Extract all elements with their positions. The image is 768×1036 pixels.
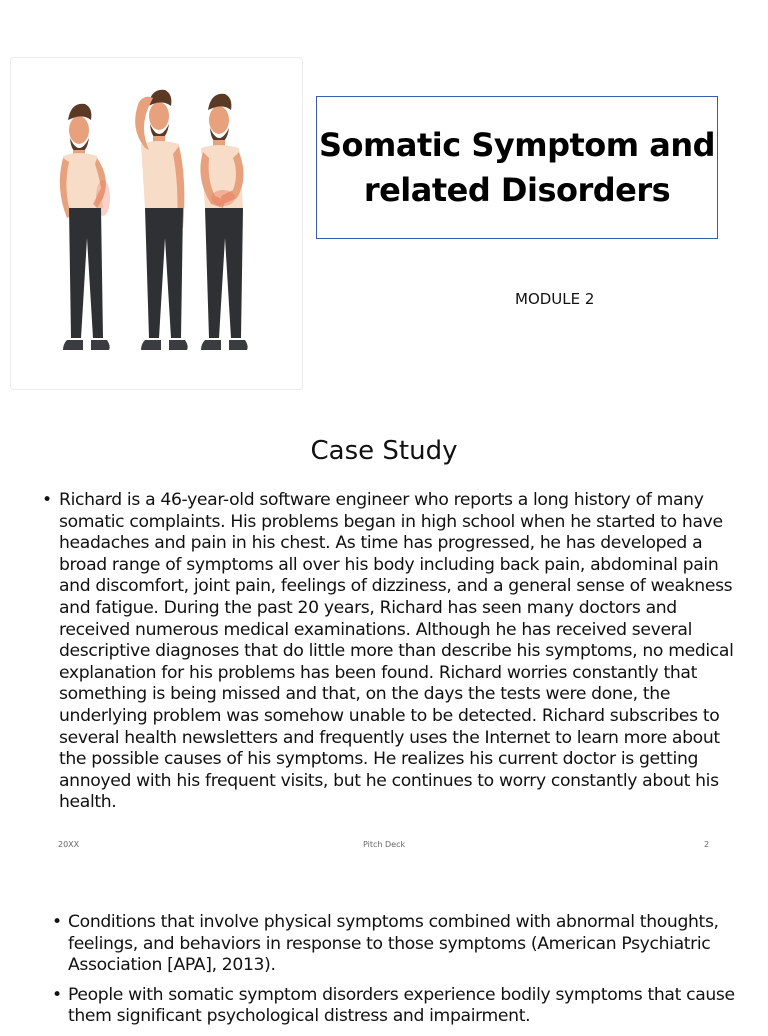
case-study-paragraph: [42, 490, 742, 814]
title-box: [316, 96, 718, 239]
men-with-pain-illustration: [11, 58, 302, 389]
bullet-marker: •: [52, 984, 62, 1005]
definition-text: Conditions that involve physical symptoms combined with abnormal thoughts, feelings, and behaviors in response to those symptoms (American Psychiatric Association [APA], 2013).: [68, 912, 719, 976]
footer-page-number: 2: [704, 840, 710, 849]
case-study-text: Richard is a 46-year-old software engineer who reports a long history of many somatic complaints. His problems began in high school when he started to have headaches and pain in his chest. As time has progressed, he has developed a broad range of symptoms all over his body including back pain, abdominal pain and discomfort, joint pain, feelings of dizziness, and a general sense of weakness and fatigue. During the past 20 years, Richard has seen many doctors and received numerous medical examinations. Although he has received several descriptive diagnoses that do little more than describe his symptoms, no medical explanation for his problems has been found. Richard worries constantly that something is being missed and that, on the days the tests were done, the underlying problem was somehow unable to be detected. Richard subscribes to several health newsletters and frequently uses the Internet to learn more about the possible causes of his symptoms. He realizes his current doctor is getting annoyed with his frequent visits, but he continues to worry constantly about his health.: [59, 490, 734, 813]
man-holding-side-figure: [60, 104, 110, 350]
footer-date: 20XX: [58, 840, 80, 849]
definition-bullets: [52, 912, 742, 1036]
module-label: MODULE 2: [515, 290, 595, 308]
slide-title: [0, 0, 768, 420]
definition-text: People with somatic symptom disorders experience bodily symptoms that cause them significant psychological distress and impairment.: [68, 984, 735, 1027]
man-holding-head-figure: [135, 90, 188, 350]
case-study-heading: Case Study: [310, 436, 458, 466]
illustration-three-men-in-pain: [10, 57, 303, 390]
footer-title: Pitch Deck: [363, 840, 406, 849]
bullet-marker: •: [42, 490, 52, 510]
slide-title-text: Somatic Symptom and related Disorders: [318, 125, 716, 209]
man-holding-stomach-figure: [200, 94, 247, 350]
case-study-body: [42, 490, 742, 814]
list-item: [52, 912, 742, 977]
bullet-marker: •: [52, 912, 62, 932]
list-item: [52, 985, 742, 1028]
